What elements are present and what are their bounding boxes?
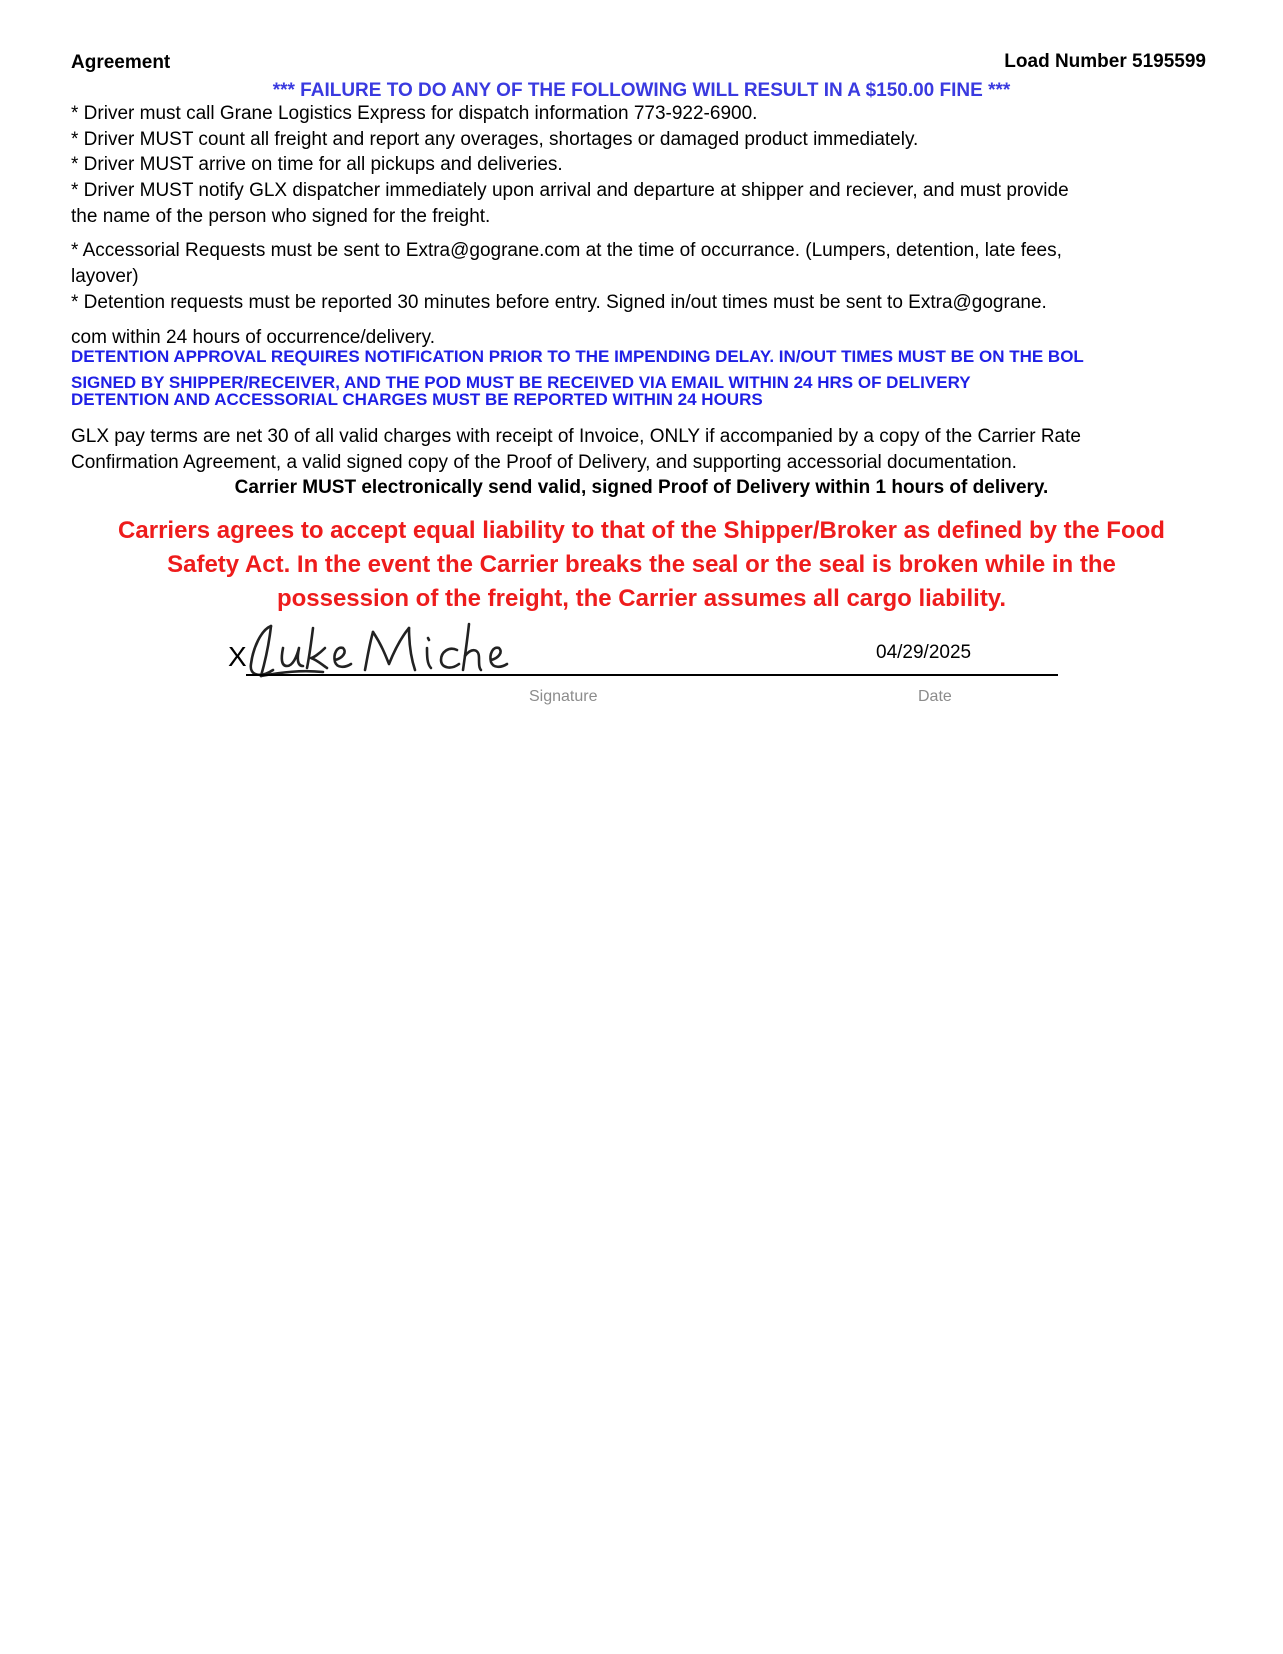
pod-requirement: Carrier MUST electronically send valid, signed Proof of Delivery within 1 hours of delivery.	[234, 477, 1049, 498]
rule-line-accessorial-requests-cont: layover)	[71, 266, 139, 287]
liability-line-1: Carriers agrees to accept equal liability to that of the Shipper/Broker as defined by the Food	[118, 517, 1165, 544]
signature-caption: Signature	[529, 688, 598, 705]
detention-notice-line-2: SIGNED BY SHIPPER/RECEIVER, AND THE POD MUST BE RECEIVED VIA EMAIL WITHIN 24 HRS OF DELIVERY	[71, 373, 971, 392]
liability-line-2: Safety Act. In the event the Carrier breaks the seal or the seal is broken while in the	[167, 551, 1116, 578]
rule-line-notify-dispatcher-cont: the name of the person who signed for the freight.	[71, 206, 491, 227]
agreement-title: Agreement	[71, 52, 171, 73]
date-caption: Date	[918, 688, 952, 705]
detention-notice-line-3: DETENTION AND ACCESSORIAL CHARGES MUST BE REPORTED WITHIN 24 HOURS	[71, 390, 763, 409]
pay-terms-line-2: Confirmation Agreement, a valid signed copy of the Proof of Delivery, and supporting accessorial documentation.	[71, 452, 1017, 473]
rule-line-dispatch-call: * Driver must call Grane Logistics Express for dispatch information 773-922-6900.	[71, 103, 758, 124]
signature-date: 04/29/2025	[876, 642, 972, 663]
rule-line-count-freight: * Driver MUST count all freight and report any overages, shortages or damaged product immediately.	[71, 129, 919, 150]
rule-line-arrive-on-time: * Driver MUST arrive on time for all pickups and deliveries.	[71, 154, 563, 175]
load-number: Load Number 5195599	[1004, 51, 1206, 72]
liability-line-3: possession of the freight, the Carrier assumes all cargo liability.	[276, 585, 1007, 612]
rule-line-detention-requests-cont: com within 24 hours of occurrence/delivery.	[71, 327, 435, 348]
pay-terms-line-1: GLX pay terms are net 30 of all valid charges with receipt of Invoice, ONLY if accompanied by a copy of the Carrier Rate	[71, 426, 1081, 447]
rule-line-detention-requests: * Detention requests must be reported 30 minutes before entry. Signed in/out times must be sent to Extra@gograne.	[71, 292, 1047, 313]
rule-line-notify-dispatcher: * Driver MUST notify GLX dispatcher immediately upon arrival and departure at shipper and reciever, and must provide	[71, 180, 1069, 201]
signature-line	[246, 674, 1058, 676]
rule-line-accessorial-requests: * Accessorial Requests must be sent to Extra@gograne.com at the time of occurrance. (Lumpers, detention, late fees,	[71, 240, 1062, 261]
detention-notice-line-1: DETENTION APPROVAL REQUIRES NOTIFICATION PRIOR TO THE IMPENDING DELAY. IN/OUT TIMES MUST BE ON THE BOL	[71, 347, 1084, 366]
fine-warning: *** FAILURE TO DO ANY OF THE FOLLOWING WILL RESULT IN A $150.00 FINE ***	[272, 80, 1011, 101]
signature-x-mark: X	[228, 641, 247, 672]
